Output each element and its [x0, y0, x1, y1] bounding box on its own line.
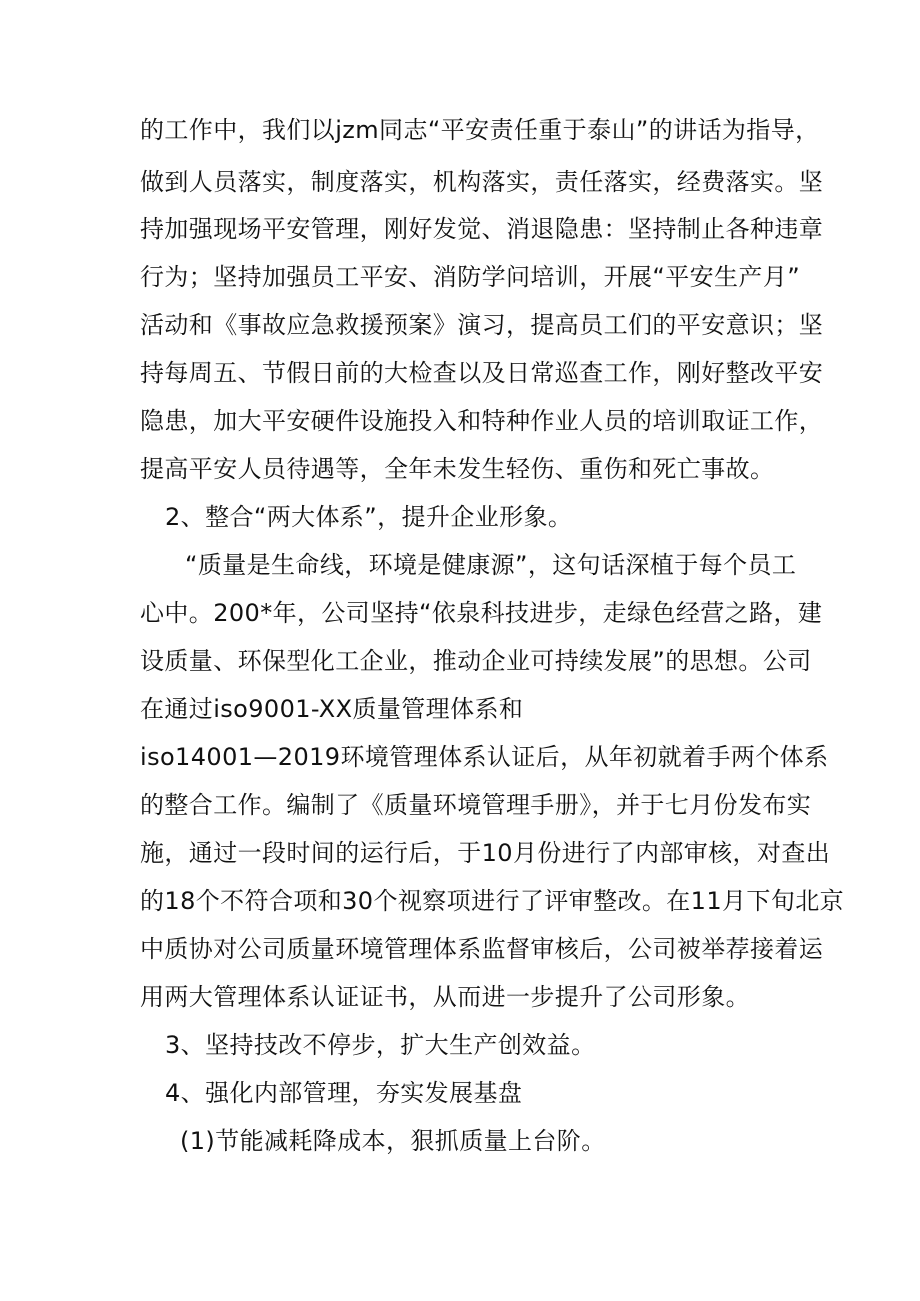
text-line: 中质协对公司质量环境管理体系监督审核后，公司被举荐接着运 [140, 935, 824, 963]
text-line: 的整合工作。编制了《质量环境管理手册》，并于七月份发布实 [140, 791, 812, 819]
text-line: 设质量、环保型化工企业，推动企业可持续发展”的思想。公司 [140, 647, 812, 675]
text-line: “质量是生命线，环境是健康源”，这句话深植于每个员工 [185, 551, 797, 579]
text-line: 的工作中，我们以jzm同志“平安责任重于泰山”的讲话为指导， [140, 116, 820, 144]
section-heading: 2、整合“两大体系”，提升企业形象。 [165, 503, 573, 531]
subsection-heading: (1)节能减耗降成本，狠抓质量上台阶。 [180, 1127, 606, 1155]
text-line: 行为；坚持加强员工平安、消防学问培训，开展“平安生产月” [140, 263, 801, 291]
text-line: 隐患，加大平安硬件设施投入和特种作业人员的培训取证工作， [140, 407, 824, 435]
text-line: 施，通过一段时间的运行后，于10月份进行了内部审核，对查出 [140, 839, 831, 867]
text-line: 在通过iso9001-XX质量管理体系和 [140, 695, 524, 723]
text-line: 的18个不符合项和30个视察项进行了评审整改。在11月下旬北京 [140, 887, 845, 915]
text-line: 持每周五、节假日前的大检查以及日常巡查工作，刚好整改平安 [140, 359, 824, 387]
text-line: 提高平安人员待遇等，全年未发生轻伤、重伤和死亡事故。 [140, 455, 775, 483]
text-line: 用两大管理体系认证证书，从而进一步提升了公司形象。 [140, 983, 750, 1011]
text-line: 活动和《事故应急救援预案》演习，提高员工们的平安意识；坚 [140, 311, 824, 339]
section-heading: 4、强化内部管理，夯实发展基盘 [165, 1079, 523, 1107]
text-line: iso14001—2019环境管理体系认证后，从年初就着手两个体系 [140, 743, 829, 771]
text-line: 做到人员落实，制度落实，机构落实，责任落实，经费落实。坚 [140, 168, 824, 196]
text-line: 持加强现场平安管理，刚好发觉、消退隐患：坚持制止各种违章 [140, 215, 824, 243]
section-heading: 3、坚持技改不停步，扩大生产创效益。 [165, 1031, 596, 1059]
text-line: 心中。200*年，公司坚持“依泉科技进步，走绿色经营之路，建 [140, 599, 823, 627]
